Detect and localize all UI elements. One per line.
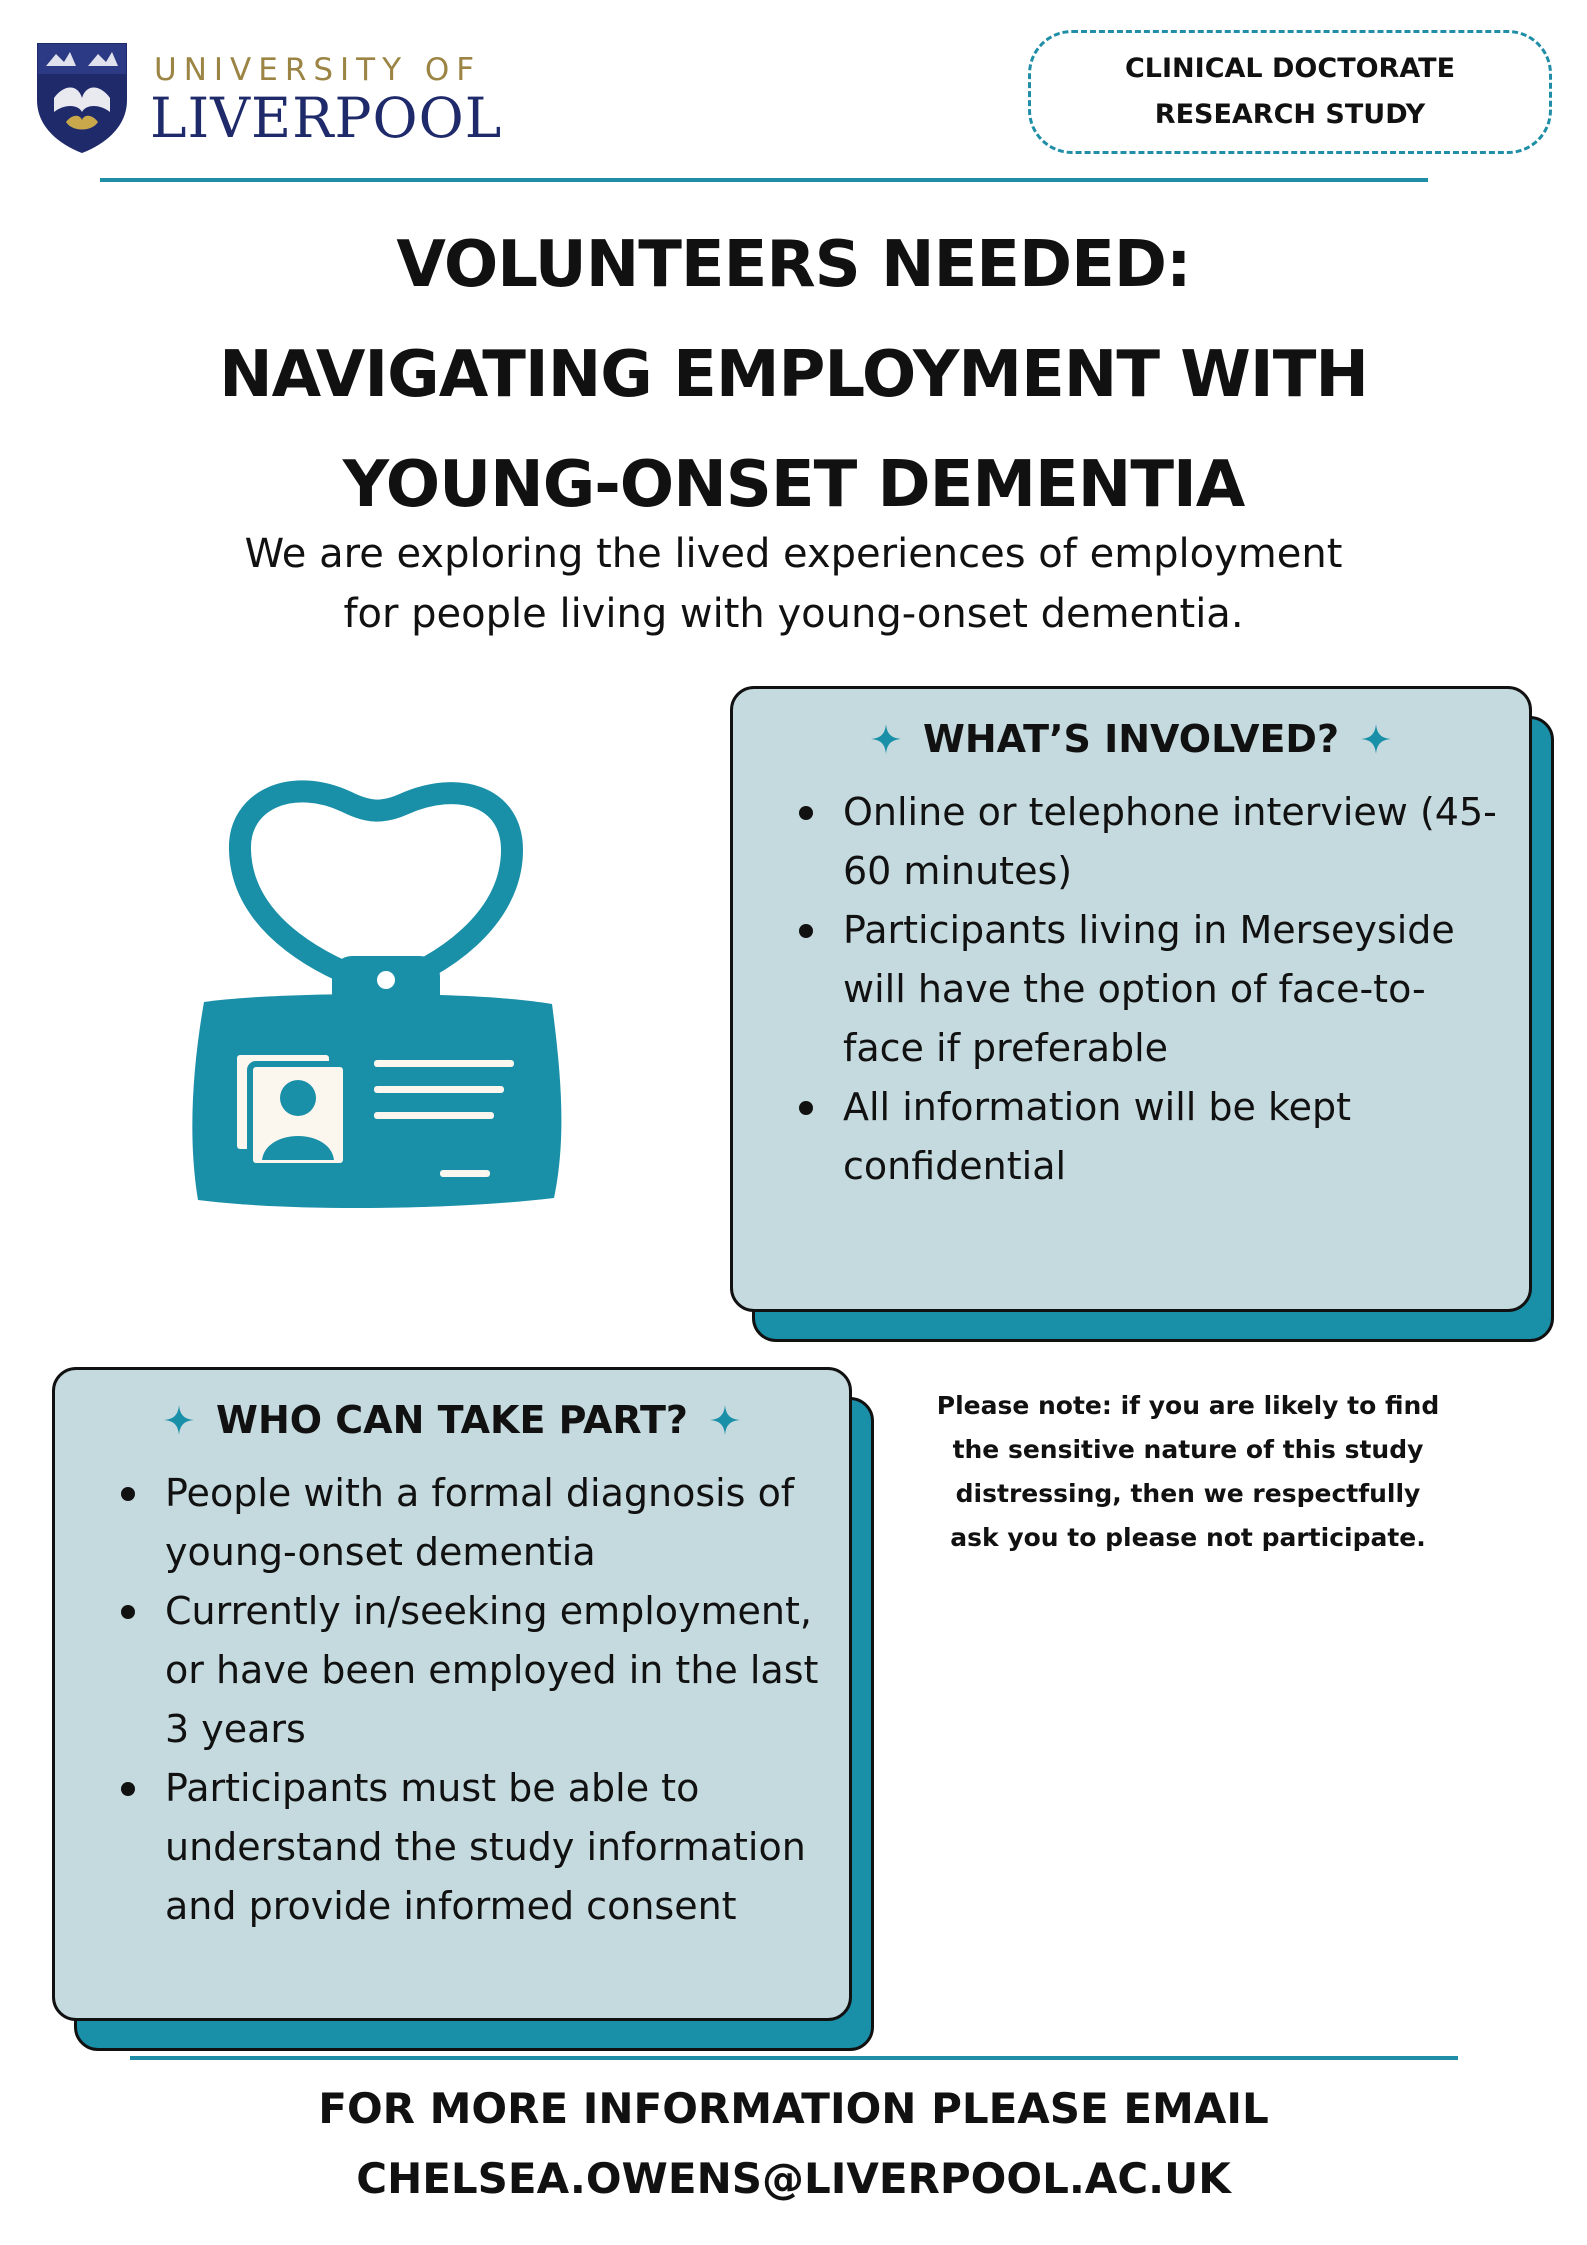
bullet-icon	[121, 1782, 135, 1796]
sparkle-icon	[871, 724, 901, 754]
whats-involved-title: WHAT’S INVOLVED?	[922, 717, 1340, 761]
title-line-2: NAVIGATING EMPLOYMENT WITH	[219, 338, 1368, 412]
title-line-1: VOLUNTEERS NEEDED:	[396, 228, 1191, 302]
list-item	[117, 1582, 825, 1759]
list-item-text: Participants must be able to understand the study information and provide informed consent	[165, 1766, 806, 1928]
contact-heading: FOR MORE INFORMATION PLEASE EMAIL	[318, 2084, 1269, 2133]
id-badge-lanyard-icon	[182, 780, 582, 1220]
involved-list	[795, 783, 1499, 1196]
bullet-icon	[121, 1487, 135, 1501]
bullet-icon	[121, 1605, 135, 1619]
title-line-3: YOUNG-ONSET DEMENTIA	[342, 448, 1245, 522]
who-can-take-part-title: WHO CAN TAKE PART?	[216, 1398, 688, 1442]
list-item-text: Online or telephone interview (45-60 minutes)	[843, 790, 1497, 893]
contact-footer	[100, 2074, 1487, 2214]
bullet-icon	[799, 1101, 813, 1115]
list-item	[117, 1464, 825, 1582]
university-logo	[32, 38, 503, 158]
sparkle-icon	[1361, 724, 1391, 754]
contact-email-link[interactable]: CHELSEA.OWENS@LIVERPOOL.AC.UK	[356, 2154, 1231, 2203]
bottom-divider	[130, 2056, 1458, 2060]
who-can-take-part-heading	[55, 1398, 849, 1442]
study-type-badge: CLINICAL DOCTORATE RESEARCH STUDY	[1028, 30, 1552, 154]
who-can-take-part-panel	[52, 1367, 852, 2021]
logo-university-of: UNIVERSITY OF	[154, 52, 482, 88]
bullet-icon	[799, 924, 813, 938]
list-item-text: Currently in/seeking employment, or have been employed in the last 3 years	[165, 1589, 819, 1751]
who-list	[117, 1464, 825, 1936]
list-item	[117, 1759, 825, 1936]
university-crest-icon	[32, 38, 132, 154]
list-item-text: People with a formal diagnosis of young-onset dementia	[165, 1471, 795, 1574]
intro-text: We are exploring the lived experiences of employment for people living with young-onset dementia.	[244, 531, 1343, 637]
sparkle-icon	[164, 1405, 194, 1435]
list-item-text: Participants living in Merseyside will have the option of face-to-face if preferable	[843, 908, 1455, 1070]
logo-liverpool: LIVERPOOL	[150, 86, 503, 150]
bullet-icon	[799, 806, 813, 820]
please-note-text: Please note: if you are likely to find the sensitive nature of this study distressing, then we respectfully ask you to please not participate.	[936, 1391, 1440, 1552]
list-item	[795, 1078, 1499, 1196]
list-item-text: All information will be kept confidential	[843, 1085, 1352, 1188]
sparkle-icon	[710, 1405, 740, 1435]
whats-involved-heading	[733, 717, 1529, 761]
whats-involved-panel	[730, 686, 1532, 1312]
list-item	[795, 783, 1499, 901]
top-divider	[100, 178, 1428, 182]
list-item	[795, 901, 1499, 1078]
page-title	[60, 210, 1527, 540]
